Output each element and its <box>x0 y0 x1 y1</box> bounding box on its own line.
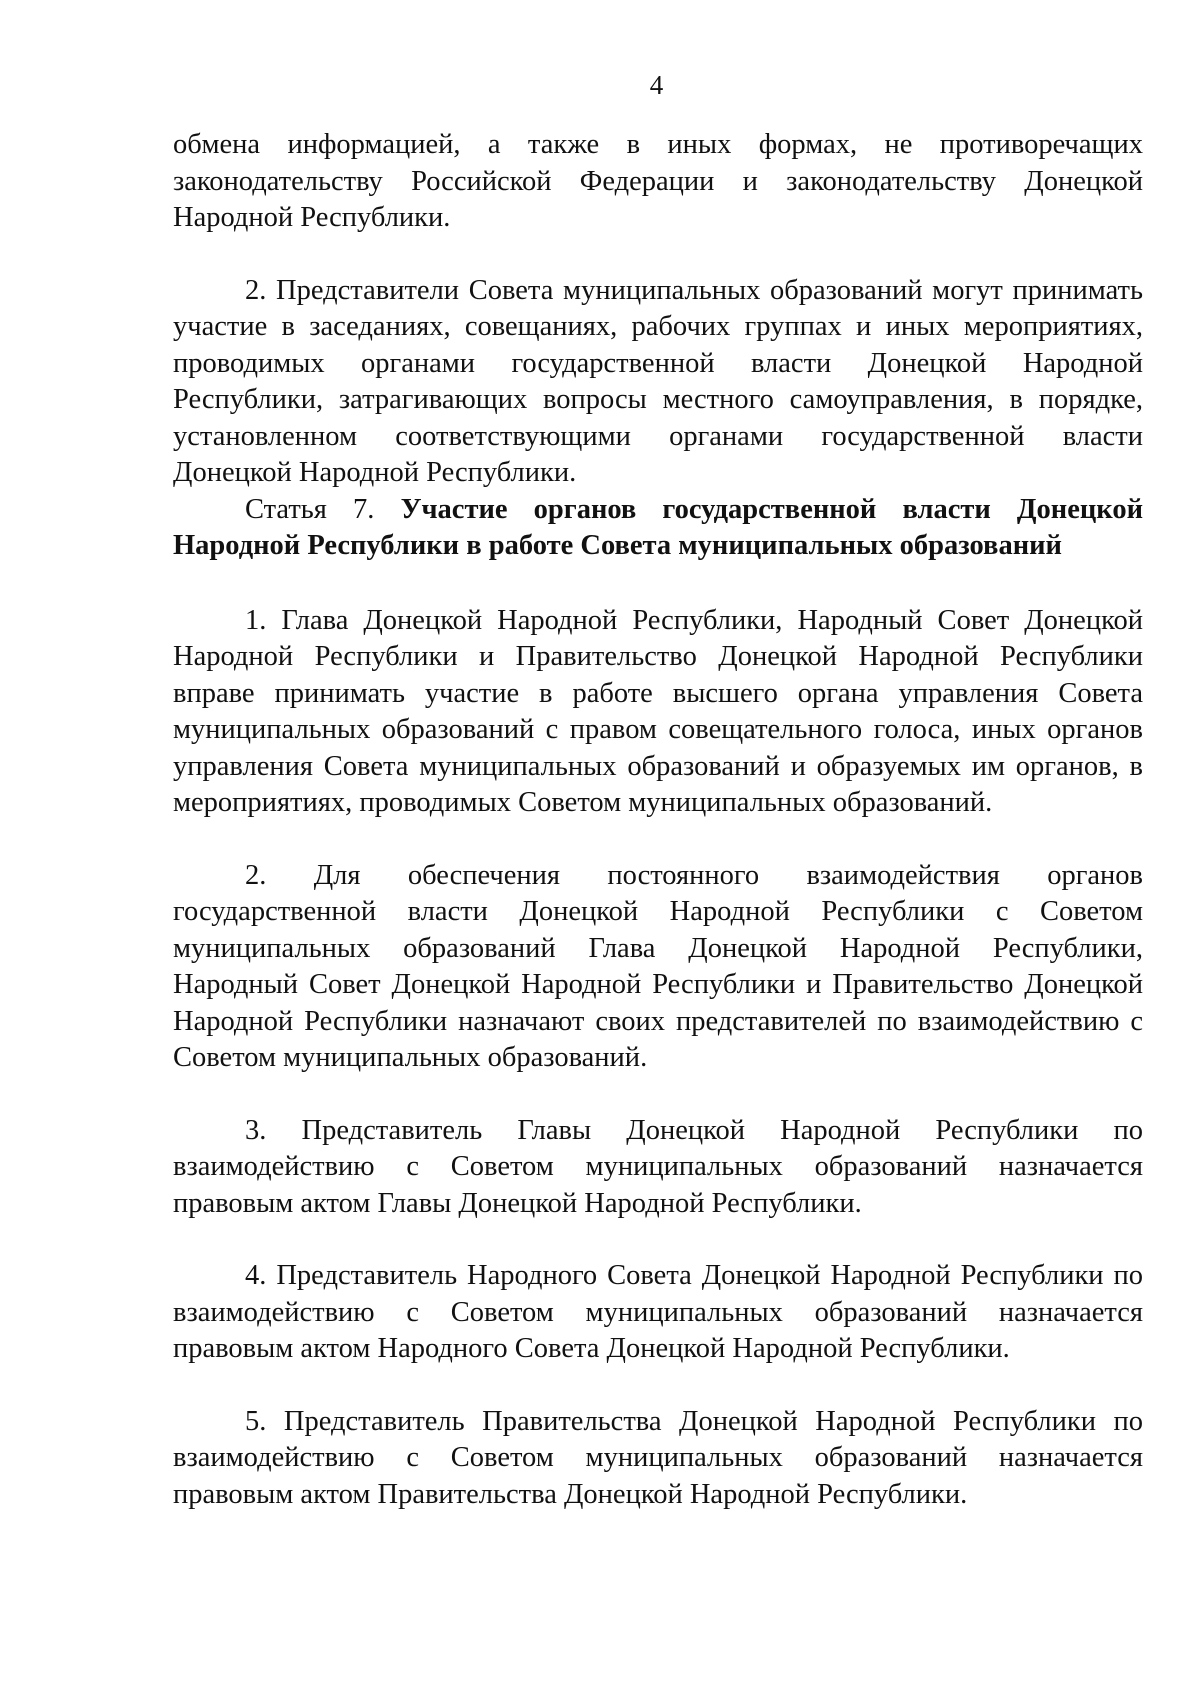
article-7-paragraph-5: 5. Представитель Правительства Донецкой Народной Республики по взаимодействию с Советом муниципальных образований назначается правовым актом Правительства Донецкой Народной Республики. <box>173 1405 1143 1510</box>
paragraph-2-representatives: 2. Представители Совета муниципальных образований могут принимать участие в заседаниях, совещаниях, рабочих группах и иных мероприятиях, проводимых органами государственной власти Донецкой Народной Республики, затрагивающих вопросы местного самоуправления, в порядке, установленном соответствующими органами государственной власти Донецкой Народной Республики. <box>173 274 1143 488</box>
article-7-heading <box>173 492 1143 565</box>
article-7-prefix: Статья 7. <box>245 493 375 525</box>
continued-paragraph: обмена информацией, а также в иных формах, не противоречащих законодательству Российской Федерации и законодательству Донецкой Народной Республики. <box>173 129 1143 233</box>
article-7-paragraph-2: 2. Для обеспечения постоянного взаимодействия органов государственной власти Донецкой Народной Республики с Советом муниципальных образований Глава Донецкой Народной Республики, Народный Совет Донецкой Народной Республики и Правительство Донецкой Народной Республики назначают своих представителей по взаимодействию с Советом муниципальных образований. <box>173 859 1143 1073</box>
article-7-paragraph-1: 1. Глава Донецкой Народной Республики, Народный Совет Донецкой Народной Республики и Правительство Донецкой Народной Республики вправе принимать участие в работе высшего органа управления Совета муниципальных образований с правом совещательного голоса, иных органов управления Совета муниципальных образований и образуемых им органов, в мероприятиях, проводимых Советом муниципальных образований. <box>173 604 1143 818</box>
article-7-paragraph-4: 4. Представитель Народного Совета Донецкой Народной Республики по взаимодействию с Советом муниципальных образований назначается правовым актом Народного Совета Донецкой Народной Республики. <box>173 1260 1143 1364</box>
article-7-paragraph-3: 3. Представитель Главы Донецкой Народной Республики по взаимодействию с Советом муниципальных образований назначается правовым актом Главы Донецкой Народной Республики. <box>173 1114 1143 1219</box>
page-number: 4 <box>649 70 664 100</box>
document-body <box>173 127 1143 1513</box>
article-7-title: Участие органов государственной власти Донецкой Народной Республики в работе Совета муниципальных образований <box>173 493 1143 561</box>
